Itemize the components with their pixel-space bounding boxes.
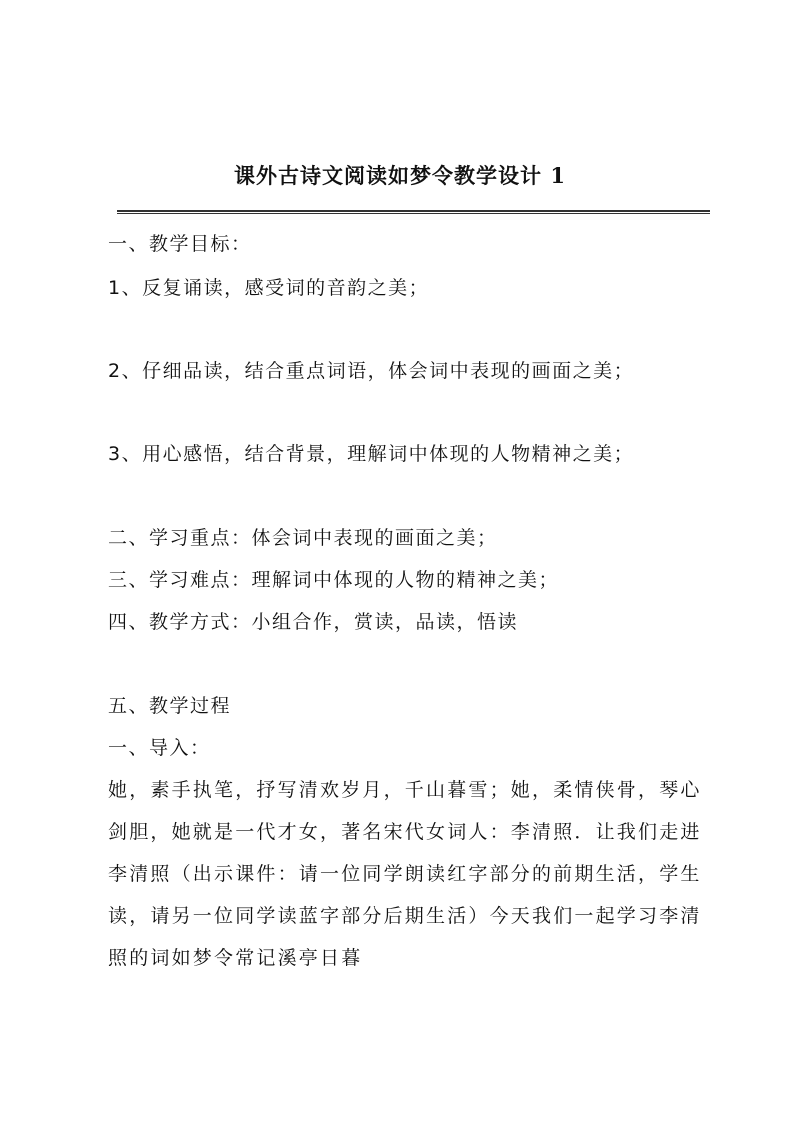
subsection-introduction: 一、导入： bbox=[108, 737, 211, 759]
document-title: 课外古诗文阅读如梦令教学设计 1 bbox=[234, 163, 566, 188]
paragraph-line: 她，素手执笔，抒写清欢岁月，千山暮雪；她，柔情侠骨，琴心 bbox=[108, 779, 702, 801]
section-key-points: 二、学习重点：体会词中表现的画面之美； bbox=[108, 527, 498, 549]
title-divider bbox=[117, 210, 710, 214]
introduction-paragraph bbox=[108, 769, 720, 979]
paragraph-line: 李清照（出示课件：请一位同学朗读红字部分的前期生活，学生 bbox=[108, 863, 702, 885]
section-teaching-goals: 一、教学目标： bbox=[108, 233, 252, 255]
section-teaching-methods: 四、教学方式：小组合作，赏读，品读，悟读 bbox=[108, 611, 519, 633]
goal-item-1: 1、反复诵读，感受词的音韵之美； bbox=[108, 277, 430, 299]
goal-item-3: 3、用心感悟，结合背景，理解词中体现的人物精神之美； bbox=[108, 443, 635, 465]
goal-item-2: 2、仔细品读，结合重点词语，体会词中表现的画面之美； bbox=[108, 360, 635, 382]
paragraph-line: 剑胆，她就是一代才女，著名宋代女词人：李清照．让我们走进 bbox=[108, 821, 702, 843]
section-teaching-process: 五、教学过程 bbox=[108, 695, 232, 717]
section-difficulties: 三、学习难点：理解词中体现的人物的精神之美； bbox=[108, 569, 560, 591]
paragraph-line: 读，请另一位同学读蓝字部分后期生活）今天我们一起学习李清 bbox=[108, 905, 702, 927]
paragraph-line: 照的词如梦令常记溪亭日暮 bbox=[108, 947, 363, 969]
